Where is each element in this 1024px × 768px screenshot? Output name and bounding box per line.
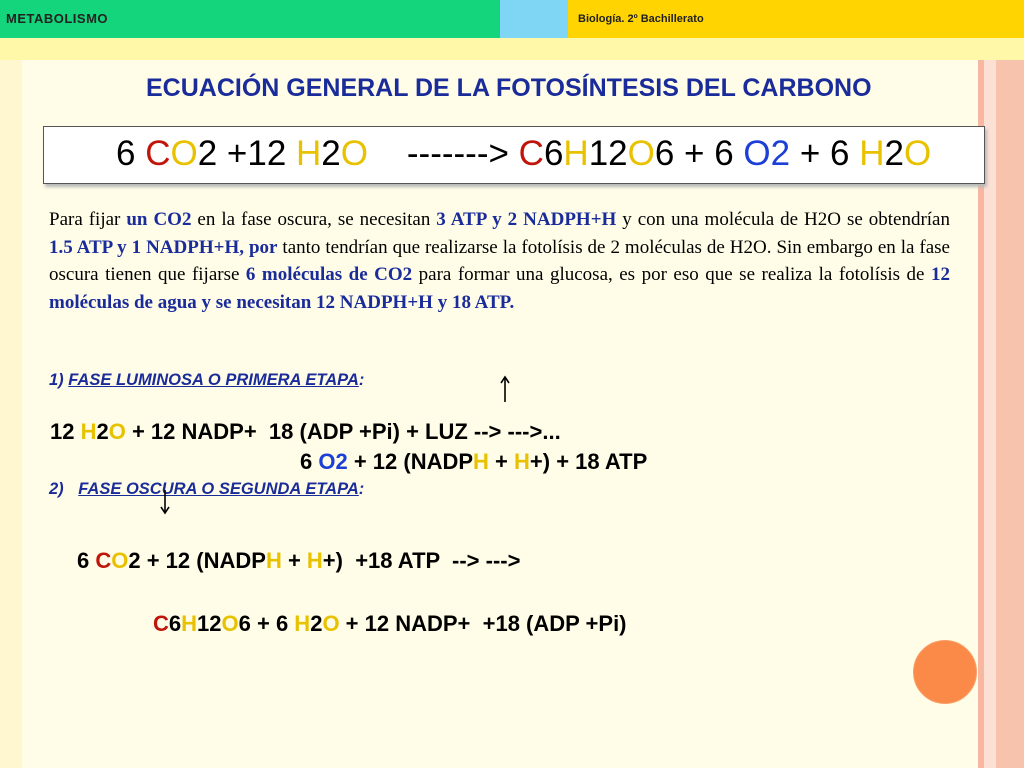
page-title: ECUACIÓN GENERAL DE LA FOTOSÍNTESIS DEL CARBONO xyxy=(146,74,872,102)
eq1_line2-segment: H xyxy=(514,449,530,474)
paragraph-segment: 12 moléculas de agua y se necesitan 12 NADPH+H y 18 ATP. xyxy=(49,264,950,313)
eq2_line2-segment: 6 + 6 xyxy=(238,611,295,636)
eq2_line2-segment: O xyxy=(322,611,340,636)
eq2_line2-segment: H xyxy=(294,611,311,636)
main-equation-box xyxy=(43,126,985,184)
paragraph-segment: Para fijar xyxy=(49,209,127,230)
main_equation-segment: 2 xyxy=(884,134,904,173)
light-phase-equation-line-2 xyxy=(300,449,647,475)
left-stripe xyxy=(0,60,22,768)
eq2_line1-segment: H xyxy=(306,548,323,573)
paragraph-segment: 3 ATP y 2 NADPH+H xyxy=(436,209,617,230)
eq2_line1-segment: + xyxy=(281,548,307,573)
eq2_line2-segment: 12 xyxy=(197,611,222,636)
light-phase-equation-line-1 xyxy=(50,419,561,445)
eq1_line1-segment: O xyxy=(108,419,126,444)
paragraph-segment: y con una molécula de H2O se obtendrían xyxy=(616,209,950,230)
main_equation-segment: C xyxy=(518,134,544,173)
eq2_line1-segment: +) +18 ATP --> ---> xyxy=(322,548,521,573)
header-subtitle: Biología. 2º Bachillerato xyxy=(578,13,704,25)
eq1_line2-segment: O2 xyxy=(318,449,348,474)
step-1-colon: : xyxy=(358,371,365,389)
eq2_line1-segment: 6 xyxy=(77,548,96,573)
step-2-label: FASE OSCURA O SEGUNDA ETAPA xyxy=(78,480,359,498)
main_equation-segment: H xyxy=(563,134,589,173)
eq1_line1-segment: 12 xyxy=(50,419,81,444)
main_equation-segment: H xyxy=(296,134,322,173)
paragraph-segment: un CO2 xyxy=(126,209,192,230)
dark-phase-equation-line-2 xyxy=(153,611,627,637)
eq2_line2-segment: H xyxy=(181,611,198,636)
paragraph-segment: tanto tendrían que realizarse la fotolísis de 2 moléculas de H2O. Sin embargo en la fase oscura tienen que fijarse xyxy=(49,236,950,285)
main_equation-segment: O2 xyxy=(743,134,791,173)
eq1_line2-segment: + 12 (NADP xyxy=(347,449,474,474)
eq2_line2-segment: O xyxy=(221,611,239,636)
step-2-number: 2) xyxy=(49,480,64,498)
eq2_line2-segment: C xyxy=(153,611,169,636)
main_equation-segment: 2 xyxy=(321,134,341,173)
arrow-up-icon xyxy=(498,374,512,404)
paragraph-segment: en la fase oscura, se necesitan xyxy=(191,209,437,230)
eq1_line1-segment: + 12 NADP+ 18 (ADP +Pi) + LUZ --> --->... xyxy=(125,419,561,444)
arrow-down-icon xyxy=(158,488,172,516)
eq2_line1-segment: H xyxy=(265,548,282,573)
explanation-paragraph xyxy=(49,206,950,316)
main_equation-segment: O xyxy=(627,134,655,173)
eq1_line2-segment: +) + 18 ATP xyxy=(529,449,648,474)
main_equation-segment: H xyxy=(859,134,885,173)
main_equation-segment: O xyxy=(170,134,198,173)
main_equation-segment: 6 xyxy=(116,134,146,173)
right-stripe xyxy=(984,60,996,768)
paragraph-segment: 1.5 ATP y 1 NADPH+H, por xyxy=(49,236,278,258)
header-band-light xyxy=(0,38,1024,60)
main_equation-segment: 2 +12 xyxy=(197,134,297,173)
eq1_line2-segment: + xyxy=(488,449,515,474)
eq1_line2-segment: H xyxy=(473,449,489,474)
eq1_line1-segment: 2 xyxy=(96,419,109,444)
step-2-colon: : xyxy=(358,480,365,498)
header-band-cyan xyxy=(500,0,568,38)
eq2_line2-segment: + 12 NADP+ +18 (ADP +Pi) xyxy=(339,611,627,636)
step-1-number: 1) xyxy=(49,371,64,389)
eq2_line1-segment: C xyxy=(95,548,112,573)
main_equation-segment: 12 xyxy=(588,134,628,173)
main_equation-segment: 6 + 6 xyxy=(654,134,744,173)
eq1_line2-segment: 6 xyxy=(300,449,319,474)
right-stripe xyxy=(996,60,1024,768)
eq2_line2-segment: 6 xyxy=(168,611,182,636)
eq2_line2-segment: 2 xyxy=(310,611,323,636)
main_equation-segment: O xyxy=(903,134,932,173)
eq2_line1-segment: 2 + 12 (NADP xyxy=(128,548,266,573)
step-1-heading xyxy=(49,371,364,390)
main_equation-segment: O xyxy=(340,134,368,173)
eq1_line1-segment: H xyxy=(80,419,97,444)
main-equation xyxy=(116,134,931,174)
dark-phase-equation-line-1 xyxy=(77,548,520,574)
main_equation-segment: -------> xyxy=(368,134,519,173)
decorative-circle xyxy=(913,640,977,704)
paragraph-segment: para formar una glucosa, es por eso que se realiza la fotolísis de xyxy=(412,264,931,285)
eq2_line1-segment: O xyxy=(111,548,129,573)
main_equation-segment: C xyxy=(145,134,171,173)
main_equation-segment: 6 xyxy=(543,134,564,173)
main_equation-segment: + 6 xyxy=(790,134,860,173)
paragraph-segment: 6 moléculas de CO2 xyxy=(245,264,413,285)
step-2-heading xyxy=(49,480,364,499)
step-1-label: FASE LUMINOSA O PRIMERA ETAPA xyxy=(68,371,359,389)
header-title: METABOLISMO xyxy=(6,11,109,26)
